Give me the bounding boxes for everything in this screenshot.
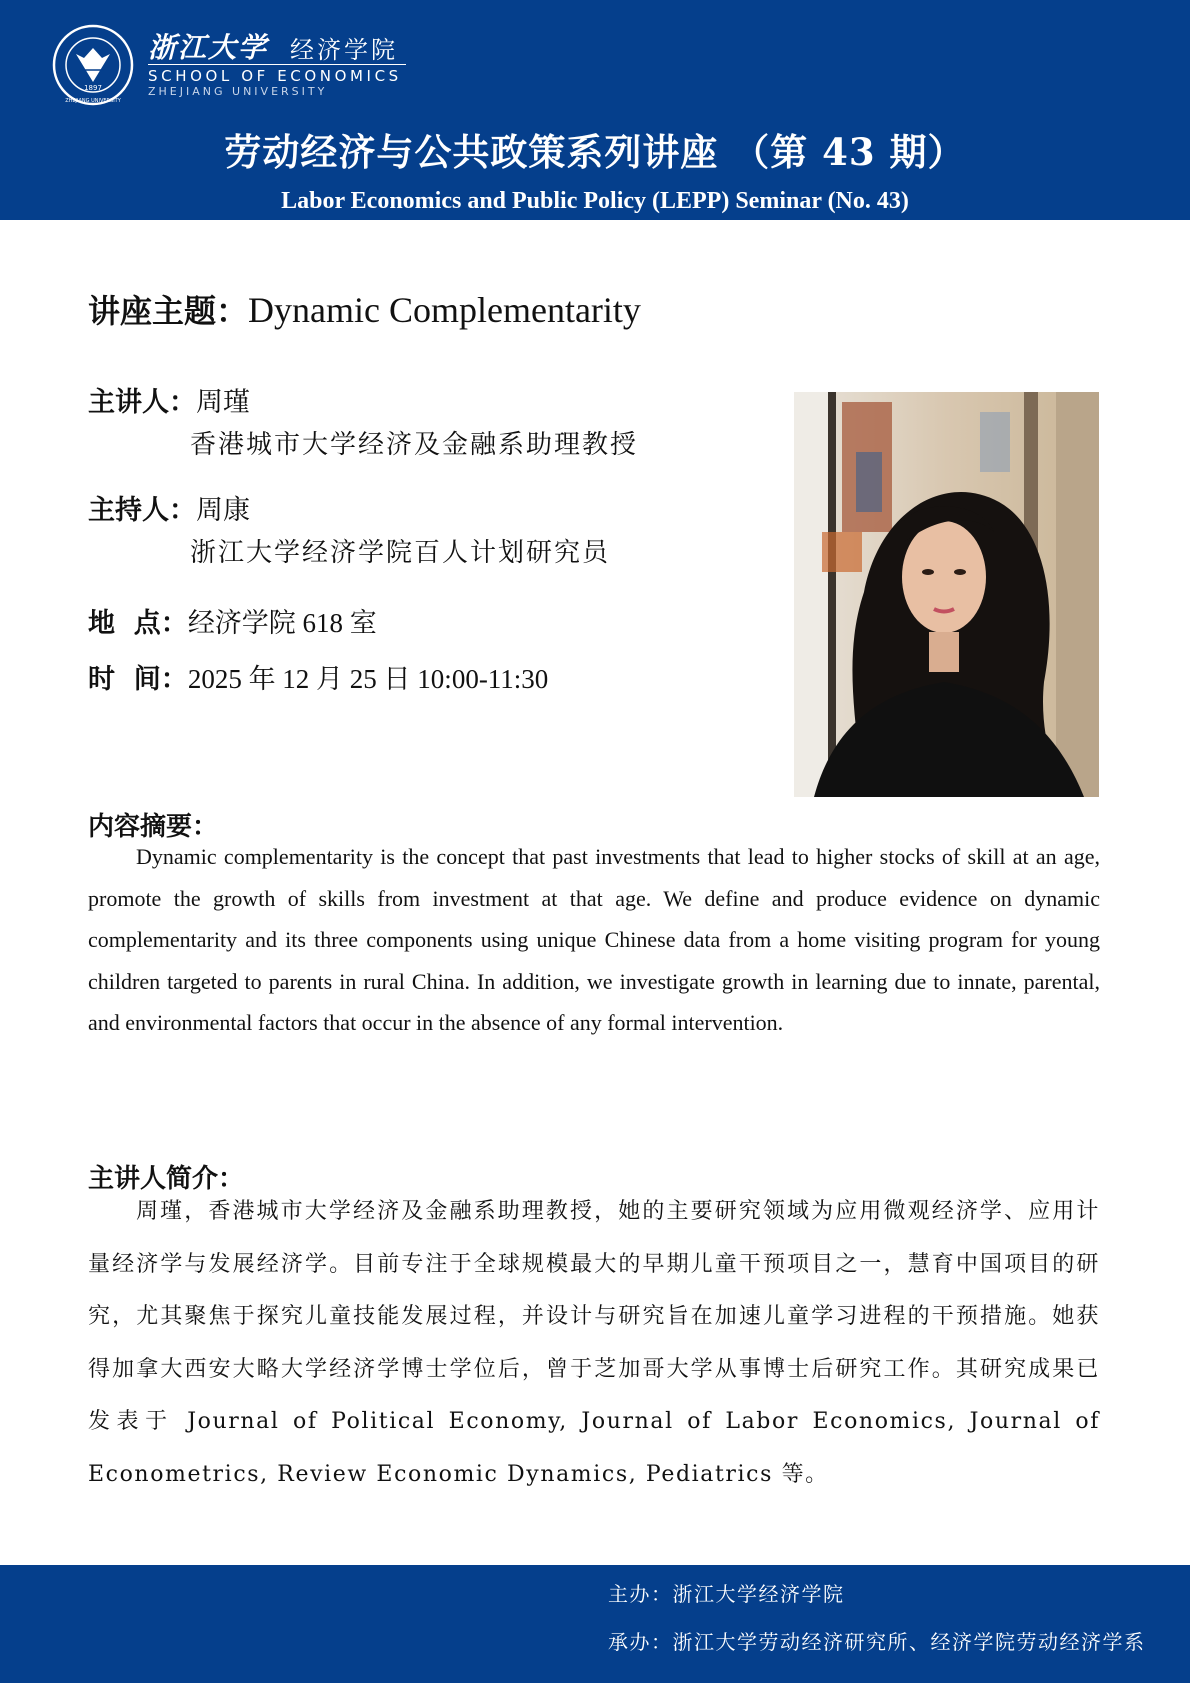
emblem-year: 1897: [84, 84, 102, 92]
footer-banner: [0, 1565, 1190, 1683]
logo-divider: [148, 64, 406, 65]
venue-value: 经济学院 618 室: [187, 608, 377, 638]
host-label: 主持人：: [88, 495, 196, 526]
seminar-title-en: Labor Economics and Public Policy (LEPP) Seminar (No. 43): [281, 188, 909, 214]
footer-organizer: 主办：浙江大学经济学院: [608, 1582, 845, 1606]
host-line: [88, 488, 250, 527]
logo-school-cn: 经济学院: [290, 36, 398, 64]
logo-school-en: SCHOOL OF ECONOMICS: [148, 67, 402, 85]
time-line: [88, 657, 548, 696]
speaker-name: 周瑾: [196, 387, 250, 417]
bio-text: 周瑾，香港城市大学经济及金融系助理教授，她的主要研究领域为应用微观经济学、应用计量经济学与发展经济学。目前专注于全球规模最大的早期儿童干预项目之一，慧育中国项目的研究，尤其聚焦于探究儿童技能发展过程，并设计与研究旨在加速儿童学习进程的干预措施。她获得加拿大西安大略大学经济学博士学位后，曾于芝加哥大学从事博士后研究工作。其研究成果已发表于 Journal of Political Economy, Journal of Labor Economics, Journal of Econometrics, Review Economic Dynamics, Pediatrics 等。: [88, 1199, 1100, 1487]
venue-label: 地 点：: [88, 608, 188, 639]
abstract-text: Dynamic complementarity is the concept that past investments that lead to higher stocks of skill at an age, promote the growth of skills from investment at that age. We define and produce evidence on dynamic complementarity and its three components using unique Chinese data from a home visiting program for young children targeted to parents in rural China. In addition, we investigate growth in learning due to innate, parental, and environmental factors that occur in the absence of any formal intervention.: [88, 844, 1100, 1035]
topic-value: Dynamic Complementarity: [248, 290, 641, 330]
speaker-photo: [794, 392, 1099, 797]
logo-university-cn: 浙江大学: [148, 31, 269, 64]
topic-label: 讲座主题：: [88, 292, 249, 330]
time-value: 2025 年 12 月 25 日 10:00-11:30: [187, 664, 549, 694]
venue-line: [88, 601, 377, 640]
speaker-label: 主讲人：: [88, 387, 196, 418]
bio-heading: 主讲人简介：: [88, 1164, 245, 1194]
seminar-title-cn: 劳动经济与公共政策系列讲座 （第 43 期）: [224, 130, 966, 174]
header-banner: [0, 0, 1190, 220]
time-label: 时 间：: [88, 664, 188, 695]
abstract-heading: 内容摘要：: [88, 812, 219, 842]
emblem-ring-text: ZHEJIANG UNIVERSITY: [65, 98, 121, 104]
speaker-affiliation: 香港城市大学经济及金融系助理教授: [190, 430, 639, 460]
logo-university-en: ZHEJIANG UNIVERSITY: [148, 85, 328, 98]
topic-line: [88, 286, 641, 332]
zju-emblem-icon: [52, 24, 134, 106]
speaker-portrait-image: [794, 392, 1099, 797]
footer-co-organizer: 承办：浙江大学劳动经济研究所、经济学院劳动经济学系: [608, 1630, 1146, 1654]
speaker-line: [88, 380, 250, 419]
host-name: 周康: [196, 495, 250, 525]
host-affiliation: 浙江大学经济学院百人计划研究员: [190, 538, 611, 568]
